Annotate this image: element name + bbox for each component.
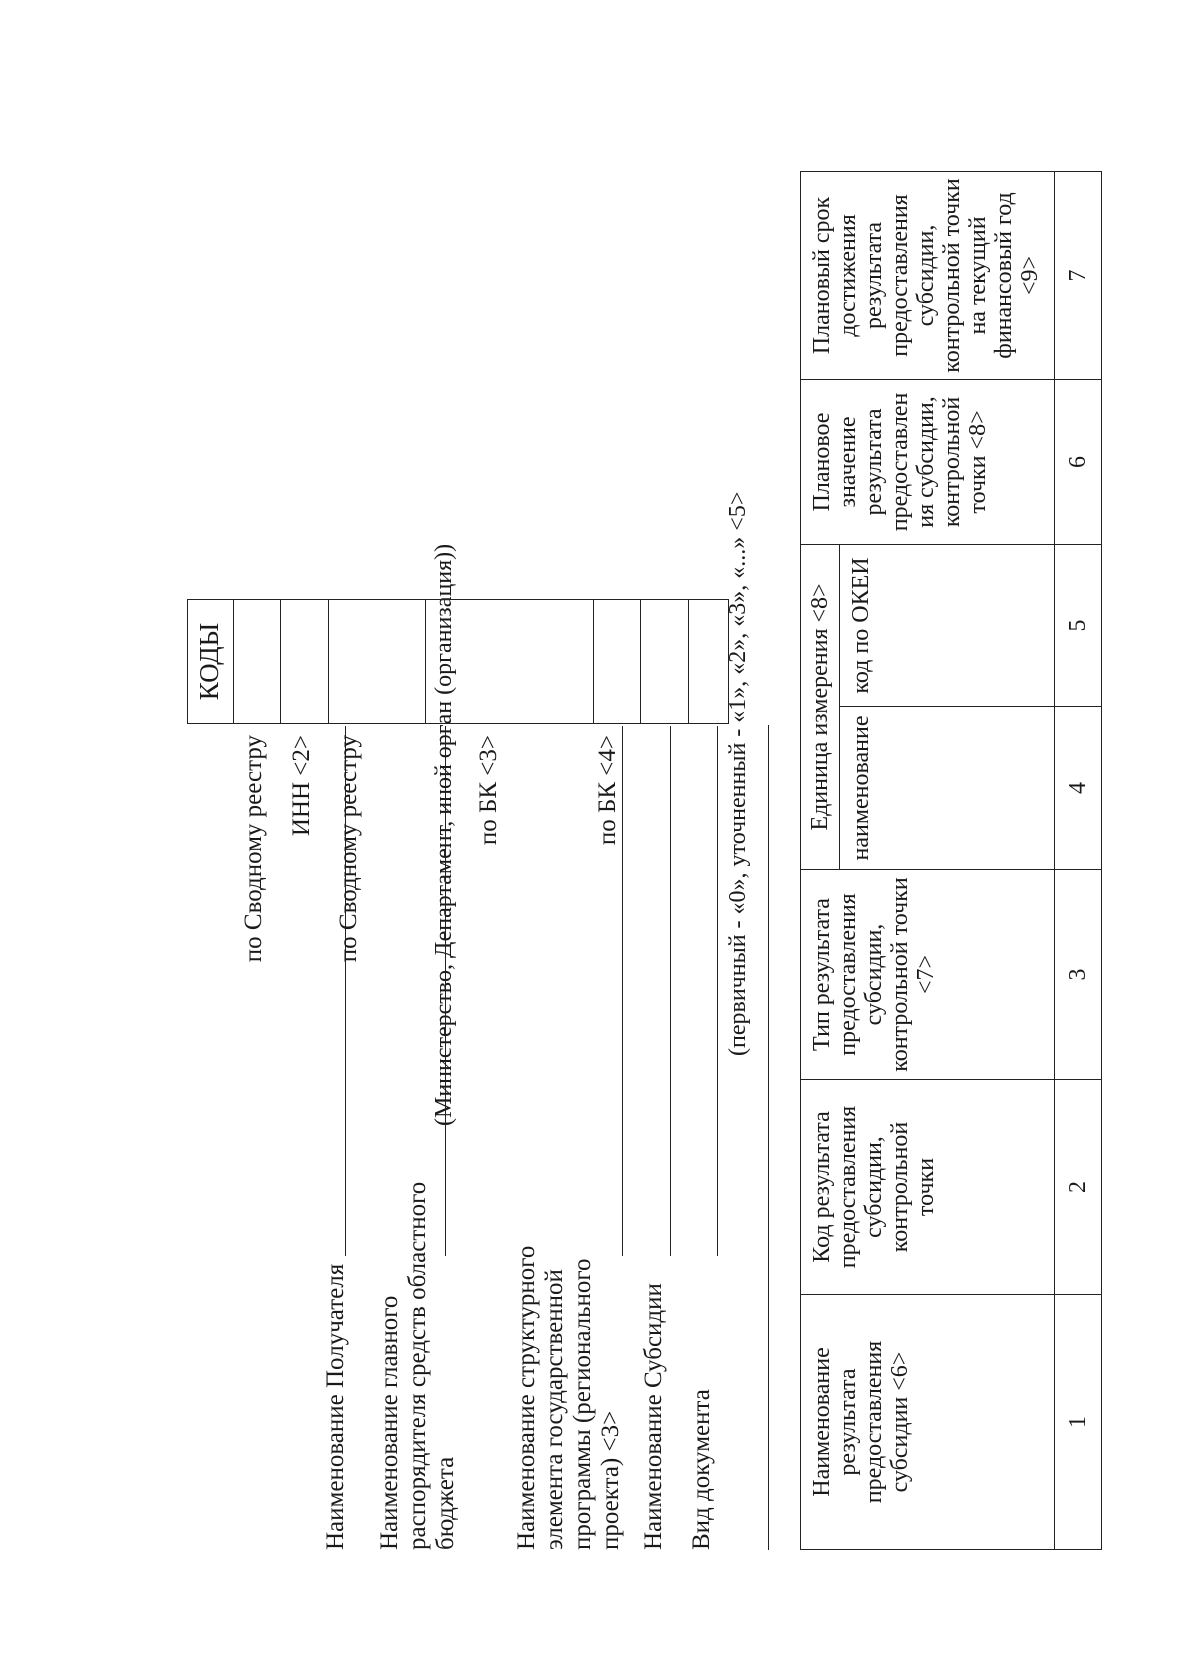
header-line: значение [835,416,861,508]
codes-title: КОДЫ [194,622,224,701]
header-line: предоставления [861,1340,887,1504]
svod-reestr-label-2: по Сводному реестру [335,735,362,963]
grbs-label-line: распорядителя средств областного [404,1181,431,1550]
inn-label: ИНН <2> [288,735,315,837]
table-row [1055,171,1102,1549]
header-line: точки <8> [965,410,991,514]
table-header-row [801,171,840,1549]
header-line: предоставлен [887,392,913,532]
grbs-label [376,1181,460,1550]
header-line: контрольной [939,396,965,528]
codes-row-divider [688,600,689,723]
doc-type-field-line[interactable] [717,726,718,1256]
header-line: результата [861,408,887,516]
struct-label-line: Наименование структурного [513,1245,540,1550]
header-unit-okei: код по ОКЕИ [840,544,1055,706]
struct-field-line[interactable] [622,726,623,1256]
doc-type-hint: (первичный - «0», уточненный - «1», «2», «3», «...» <5> [725,491,751,1056]
codes-row-divider [328,600,329,723]
header-line: достижения [835,214,861,337]
header-line: субсидии, [861,1136,887,1238]
header-line: Код результата [809,1111,835,1263]
struct-label-line: проекта) <3> [597,1410,624,1550]
form-bottom-line [768,725,769,1550]
header-line: <9> [1017,255,1043,296]
header-line: результата [835,1368,861,1476]
grbs-label-line: бюджета [432,1456,459,1550]
header-result-type [801,870,1055,1080]
struct-element-label [513,1245,625,1550]
header-plan-deadline [801,171,1055,379]
doc-type-label: Вид документа [688,1389,715,1550]
header-line: финансовый год [991,192,1017,359]
header-unit-group: Единица измерения <8> [801,544,840,869]
header-line: контрольной точки [887,877,913,1072]
svod-reestr-label-1: по Сводному реестру [240,735,267,963]
column-number-cell: 1 [1055,1295,1102,1550]
column-number-cell: 5 [1055,544,1102,706]
header-line: предоставления [835,1105,861,1269]
header-line: контрольной точки [939,178,965,373]
header-line: Тип результата [809,898,835,1051]
header-line: контрольной [887,1121,913,1253]
grbs-hint: (Министерство, Департамент, иной орган (организация)) [431,543,457,1126]
results-table [800,171,1102,1550]
struct-label-line: элемента государственной [541,1269,568,1550]
header-unit-name: наименование [840,707,1055,870]
column-number-cell: 3 [1055,870,1102,1080]
codes-row-divider [280,600,281,723]
grbs-hint-line [445,726,446,1256]
subsidy-field-line[interactable] [670,726,671,1256]
header-line: на текущий [965,216,991,335]
header-line: субсидии, [913,224,939,327]
grbs-label-line: Наименование главного [376,1295,403,1550]
header-line: ия субсидии, [913,396,939,528]
bk-label-1: по БК <3> [475,735,502,846]
header-line: результата [861,221,887,330]
codes-box [187,599,729,724]
column-number-cell: 4 [1055,707,1102,870]
column-number-cell: 6 [1055,379,1102,544]
header-line: предоставления [887,194,913,357]
subsidy-name-label: Наименование Субсидии [640,1283,667,1550]
header-line: <7> [913,954,939,995]
column-number-cell: 7 [1055,171,1102,379]
codes-row-divider [640,600,641,723]
bk-label-2: по БК <4> [594,735,621,846]
codes-row-divider [233,600,234,723]
header-line: предоставления [835,893,861,1056]
header-line: Плановый срок [809,196,835,355]
header-line: Плановое [809,412,835,512]
column-number-cell: 2 [1055,1080,1102,1295]
header-line: субсидии, [861,923,887,1026]
header-line: точки [913,1157,939,1217]
struct-label-line: программы (регионального [569,1258,596,1550]
header-line: субсидии <6> [887,1351,913,1493]
header-result-name [801,1295,1055,1550]
codes-row-divider [425,600,426,723]
recipient-name-label: Наименование Получателя [322,1263,349,1550]
header-plan-value [801,379,1055,544]
header-line: Наименование [809,1347,835,1497]
header-result-code [801,1080,1055,1295]
codes-row-divider [593,600,594,723]
